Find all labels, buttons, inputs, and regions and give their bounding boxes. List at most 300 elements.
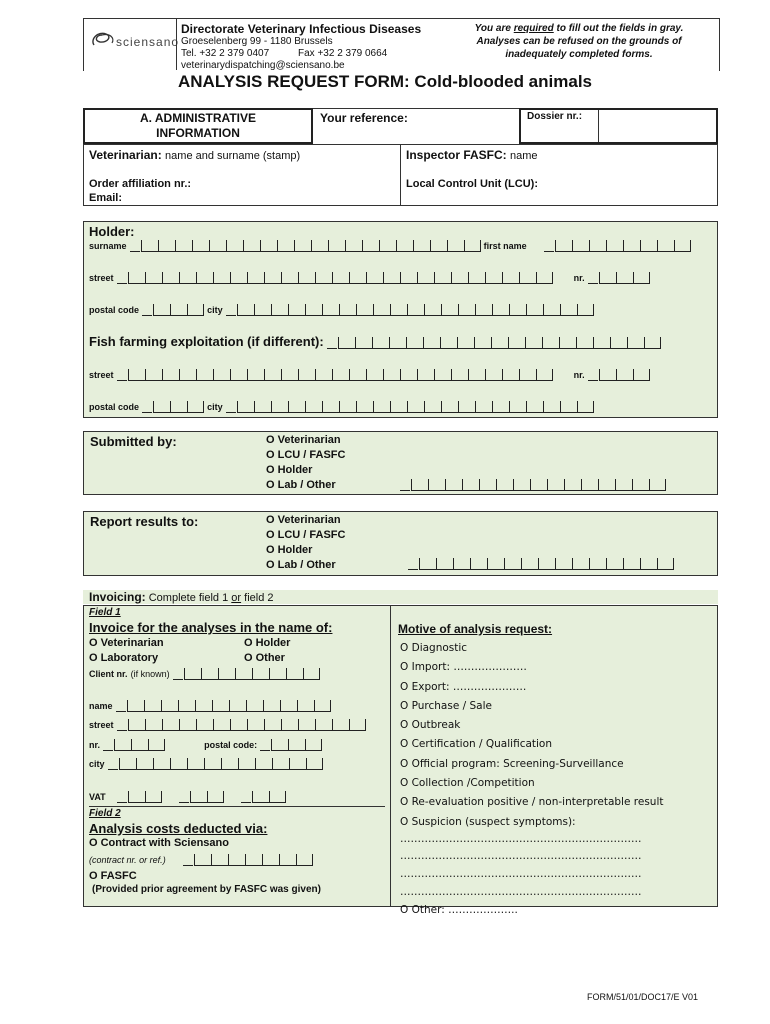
char-cell[interactable] (144, 700, 161, 712)
char-cell[interactable] (521, 558, 538, 570)
char-cell[interactable] (379, 240, 396, 252)
char-cell[interactable] (424, 401, 441, 413)
postal-code-input[interactable] (153, 302, 204, 316)
char-cell[interactable] (162, 369, 179, 381)
char-cell[interactable] (640, 558, 657, 570)
char-cell[interactable] (255, 758, 272, 770)
char-cell[interactable] (192, 240, 209, 252)
char-cell[interactable] (213, 272, 230, 284)
contract-option[interactable]: O Contract with Sciensano (89, 837, 229, 849)
char-cell[interactable] (281, 719, 298, 731)
char-cell[interactable] (536, 369, 553, 381)
char-cell[interactable] (238, 758, 255, 770)
char-cell[interactable] (315, 272, 332, 284)
char-cell[interactable] (633, 272, 650, 284)
char-cell[interactable] (153, 401, 170, 413)
char-cell[interactable] (196, 369, 213, 381)
char-cell[interactable] (247, 272, 264, 284)
char-cell[interactable] (252, 668, 269, 680)
char-cell[interactable] (297, 700, 314, 712)
postal-code2-input[interactable] (153, 399, 204, 413)
org-fax: Fax +32 2 379 0664 (298, 48, 388, 59)
char-cell[interactable] (560, 304, 577, 316)
char-cell[interactable] (345, 240, 362, 252)
char-cell[interactable] (187, 758, 204, 770)
char-cell[interactable] (526, 304, 543, 316)
motive-export[interactable]: O Export: ………………… (400, 680, 527, 693)
char-cell[interactable] (464, 240, 481, 252)
char-cell[interactable] (458, 401, 475, 413)
submitted-option-lab[interactable]: O Lab / Other (266, 479, 336, 491)
char-cell[interactable] (194, 854, 211, 866)
char-cell[interactable] (339, 304, 356, 316)
char-cell[interactable] (288, 739, 305, 751)
char-cell[interactable] (581, 479, 598, 491)
char-cell[interactable] (572, 558, 589, 570)
surname-input[interactable] (141, 238, 481, 252)
char-cell[interactable] (221, 758, 238, 770)
char-cell[interactable] (260, 240, 277, 252)
char-cell[interactable] (279, 854, 296, 866)
char-cell[interactable] (623, 558, 640, 570)
char-cell[interactable] (598, 479, 615, 491)
char-cell[interactable] (441, 304, 458, 316)
char-cell[interactable] (390, 401, 407, 413)
char-cell[interactable] (306, 758, 323, 770)
char-cell[interactable] (530, 479, 547, 491)
motive-collection[interactable]: O Collection /Competition (400, 777, 535, 790)
char-cell[interactable] (428, 479, 445, 491)
fasfc-option[interactable]: O FASFC (89, 870, 137, 882)
char-cell[interactable] (247, 719, 264, 731)
char-cell[interactable] (400, 369, 417, 381)
motive-re-evaluation[interactable]: O Re-evaluation positive / non-interpretable result (400, 796, 664, 809)
char-cell[interactable] (434, 272, 451, 284)
char-cell[interactable] (487, 558, 504, 570)
char-cell[interactable] (190, 791, 207, 803)
char-cell[interactable] (315, 719, 332, 731)
char-cell[interactable] (508, 337, 525, 349)
char-cell[interactable] (243, 240, 260, 252)
invoice-option-veterinarian[interactable]: O Veterinarian (89, 637, 164, 649)
report-option-lab[interactable]: O Lab / Other (266, 559, 336, 571)
invoice-option-holder[interactable]: O Holder (244, 637, 291, 649)
char-cell[interactable] (543, 401, 560, 413)
char-cell[interactable] (230, 719, 247, 731)
first-name-input[interactable] (555, 238, 691, 252)
char-cell[interactable] (328, 240, 345, 252)
char-cell[interactable] (674, 240, 691, 252)
char-cell[interactable] (288, 304, 305, 316)
char-cell[interactable] (212, 700, 229, 712)
char-cell[interactable] (235, 668, 252, 680)
char-cell[interactable] (362, 240, 379, 252)
char-cell[interactable] (128, 719, 145, 731)
char-cell[interactable] (383, 369, 400, 381)
char-cell[interactable] (218, 668, 235, 680)
char-cell[interactable] (128, 369, 145, 381)
char-cell[interactable] (145, 369, 162, 381)
report-option-holder[interactable]: O Holder (266, 544, 313, 556)
char-cell[interactable] (419, 558, 436, 570)
char-cell[interactable] (616, 369, 633, 381)
char-cell[interactable] (195, 700, 212, 712)
char-cell[interactable] (184, 668, 201, 680)
vat-input-3[interactable] (252, 789, 286, 803)
char-cell[interactable] (281, 272, 298, 284)
submitted-option-lcu[interactable]: O LCU / FASFC (266, 449, 346, 461)
suspicion-line-2[interactable]: …………………………………………………………… (400, 849, 642, 862)
char-cell[interactable] (131, 739, 148, 751)
fish-farming-input[interactable] (338, 335, 661, 349)
char-cell[interactable] (296, 854, 313, 866)
char-cell[interactable] (145, 719, 162, 731)
char-cell[interactable] (338, 337, 355, 349)
motive-diagnostic[interactable]: O Diagnostic (400, 642, 468, 654)
client-nr-input[interactable] (184, 666, 320, 680)
char-cell[interactable] (281, 369, 298, 381)
char-cell[interactable] (322, 304, 339, 316)
char-cell[interactable] (237, 401, 254, 413)
char-cell[interactable] (373, 401, 390, 413)
char-cell[interactable] (593, 337, 610, 349)
char-cell[interactable] (298, 719, 315, 731)
char-cell[interactable] (555, 240, 572, 252)
char-cell[interactable] (572, 240, 589, 252)
char-cell[interactable] (201, 668, 218, 680)
char-cell[interactable] (349, 369, 366, 381)
char-cell[interactable] (599, 272, 616, 284)
char-cell[interactable] (356, 401, 373, 413)
char-cell[interactable] (264, 719, 281, 731)
char-cell[interactable] (491, 337, 508, 349)
char-cell[interactable] (228, 854, 245, 866)
char-cell[interactable] (305, 739, 322, 751)
char-cell[interactable] (390, 304, 407, 316)
char-cell[interactable] (162, 272, 179, 284)
invoice-nr-input[interactable] (114, 737, 165, 751)
char-cell[interactable] (286, 668, 303, 680)
char-cell[interactable] (229, 700, 246, 712)
char-cell[interactable] (440, 337, 457, 349)
char-cell[interactable] (247, 369, 264, 381)
char-cell[interactable] (114, 739, 131, 751)
invoice-street-input[interactable] (128, 717, 366, 731)
char-cell[interactable] (519, 369, 536, 381)
char-cell[interactable] (153, 304, 170, 316)
char-cell[interactable] (389, 337, 406, 349)
char-cell[interactable] (264, 272, 281, 284)
char-cell[interactable] (349, 272, 366, 284)
invoice-city-input[interactable] (119, 756, 323, 770)
char-cell[interactable] (543, 304, 560, 316)
char-cell[interactable] (148, 739, 165, 751)
char-cell[interactable] (423, 337, 440, 349)
char-cell[interactable] (559, 337, 576, 349)
char-cell[interactable] (269, 791, 286, 803)
contract-nr-input[interactable] (194, 852, 313, 866)
char-cell[interactable] (576, 337, 593, 349)
char-cell[interactable] (564, 479, 581, 491)
char-cell[interactable] (451, 272, 468, 284)
char-cell[interactable] (294, 240, 311, 252)
char-cell[interactable] (196, 719, 213, 731)
char-cell[interactable] (632, 479, 649, 491)
char-cell[interactable] (271, 739, 288, 751)
char-cell[interactable] (610, 337, 627, 349)
char-cell[interactable] (315, 369, 332, 381)
char-cell[interactable] (509, 401, 526, 413)
street-nr-input[interactable] (599, 270, 650, 284)
char-cell[interactable] (555, 558, 572, 570)
char-cell[interactable] (441, 401, 458, 413)
char-cell[interactable] (649, 479, 666, 491)
char-cell[interactable] (271, 304, 288, 316)
char-cell[interactable] (179, 272, 196, 284)
char-cell[interactable] (128, 272, 145, 284)
char-cell[interactable] (187, 304, 204, 316)
char-cell[interactable] (145, 272, 162, 284)
char-cell[interactable] (474, 337, 491, 349)
motive-import[interactable]: O Import: ………………… (400, 661, 527, 674)
char-cell[interactable] (207, 791, 224, 803)
submitted-option-veterinarian[interactable]: O Veterinarian (266, 434, 341, 446)
char-cell[interactable] (298, 369, 315, 381)
char-cell[interactable] (434, 369, 451, 381)
char-cell[interactable] (485, 272, 502, 284)
char-cell[interactable] (644, 337, 661, 349)
char-cell[interactable] (179, 369, 196, 381)
char-cell[interactable] (468, 272, 485, 284)
char-cell[interactable] (204, 758, 221, 770)
motive-certification[interactable]: O Certification / Qualification (400, 738, 553, 751)
char-cell[interactable] (447, 240, 464, 252)
char-cell[interactable] (213, 369, 230, 381)
char-cell[interactable] (462, 479, 479, 491)
char-cell[interactable] (538, 558, 555, 570)
char-cell[interactable] (470, 558, 487, 570)
invoice-option-laboratory[interactable]: O Laboratory (89, 652, 159, 664)
char-cell[interactable] (411, 479, 428, 491)
char-cell[interactable] (158, 240, 175, 252)
char-cell[interactable] (436, 558, 453, 570)
char-cell[interactable] (230, 369, 247, 381)
motive-suspicion[interactable]: O Suspicion (suspect symptoms): (400, 815, 576, 828)
report-option-veterinarian[interactable]: O Veterinarian (266, 514, 341, 526)
invoice-name-input[interactable] (127, 698, 331, 712)
char-cell[interactable] (485, 369, 502, 381)
char-cell[interactable] (209, 240, 226, 252)
char-cell[interactable] (492, 401, 509, 413)
char-cell[interactable] (280, 700, 297, 712)
char-cell[interactable] (263, 700, 280, 712)
char-cell[interactable] (175, 240, 192, 252)
char-cell[interactable] (271, 401, 288, 413)
char-cell[interactable] (254, 304, 271, 316)
char-cell[interactable] (458, 304, 475, 316)
vat-input-2[interactable] (190, 789, 224, 803)
char-cell[interactable] (445, 479, 462, 491)
char-cell[interactable] (277, 240, 294, 252)
char-cell[interactable] (400, 272, 417, 284)
char-cell[interactable] (407, 304, 424, 316)
char-cell[interactable] (145, 791, 162, 803)
char-cell[interactable] (332, 272, 349, 284)
char-cell[interactable] (640, 240, 657, 252)
char-cell[interactable] (298, 272, 315, 284)
char-cell[interactable] (406, 337, 423, 349)
char-cell[interactable] (226, 240, 243, 252)
char-cell[interactable] (627, 337, 644, 349)
char-cell[interactable] (179, 719, 196, 731)
char-cell[interactable] (305, 401, 322, 413)
submitted-option-holder[interactable]: O Holder (266, 464, 313, 476)
report-other-input[interactable] (419, 556, 674, 570)
suspicion-line-4[interactable]: …………………………………………………………… (400, 885, 642, 898)
char-cell[interactable] (623, 240, 640, 252)
char-cell[interactable] (262, 854, 279, 866)
char-cell[interactable] (633, 369, 650, 381)
char-cell[interactable] (128, 791, 145, 803)
suspicion-line-1[interactable]: …………………………………………………………… (400, 832, 642, 845)
char-cell[interactable] (519, 272, 536, 284)
char-cell[interactable] (657, 240, 674, 252)
char-cell[interactable] (577, 304, 594, 316)
char-cell[interactable] (502, 369, 519, 381)
char-cell[interactable] (170, 304, 187, 316)
char-cell[interactable] (141, 240, 158, 252)
char-cell[interactable] (479, 479, 496, 491)
motive-outbreak[interactable]: O Outbreak (400, 719, 461, 732)
char-cell[interactable] (589, 558, 606, 570)
report-option-lcu[interactable]: O LCU / FASFC (266, 529, 346, 541)
suspicion-line-3[interactable]: …………………………………………………………… (400, 867, 642, 880)
char-cell[interactable] (396, 240, 413, 252)
char-cell[interactable] (366, 369, 383, 381)
char-cell[interactable] (413, 240, 430, 252)
char-cell[interactable] (355, 337, 372, 349)
char-cell[interactable] (373, 304, 390, 316)
char-cell[interactable] (288, 401, 305, 413)
char-cell[interactable] (577, 401, 594, 413)
char-cell[interactable] (339, 401, 356, 413)
char-cell[interactable] (366, 272, 383, 284)
char-cell[interactable] (246, 700, 263, 712)
char-cell[interactable] (119, 758, 136, 770)
char-cell[interactable] (453, 558, 470, 570)
char-cell[interactable] (536, 272, 553, 284)
char-cell[interactable] (136, 758, 153, 770)
char-cell[interactable] (383, 272, 400, 284)
char-cell[interactable] (547, 479, 564, 491)
char-cell[interactable] (187, 401, 204, 413)
char-cell[interactable] (237, 304, 254, 316)
city-input[interactable] (237, 302, 594, 316)
char-cell[interactable] (657, 558, 674, 570)
form-code: FORM/51/01/DOC17/E V01 (587, 992, 699, 1002)
invoice-postal-input[interactable] (271, 737, 322, 751)
motive-official-program[interactable]: O Official program: Screening-Surveillance (400, 757, 624, 770)
char-cell[interactable] (161, 700, 178, 712)
char-cell[interactable] (127, 700, 144, 712)
char-cell[interactable] (356, 304, 373, 316)
char-cell[interactable] (457, 337, 474, 349)
vat-input-1[interactable] (128, 789, 162, 803)
char-cell[interactable] (589, 240, 606, 252)
char-cell[interactable] (606, 558, 623, 570)
char-cell[interactable] (599, 369, 616, 381)
char-cell[interactable] (417, 272, 434, 284)
char-cell[interactable] (475, 304, 492, 316)
char-cell[interactable] (504, 558, 521, 570)
street2-input[interactable] (128, 367, 553, 381)
invoice-option-other[interactable]: O Other (244, 652, 285, 664)
char-cell[interactable] (170, 401, 187, 413)
char-cell[interactable] (502, 272, 519, 284)
char-cell[interactable] (525, 337, 542, 349)
char-cell[interactable] (213, 719, 230, 731)
char-cell[interactable] (372, 337, 389, 349)
char-cell[interactable] (606, 240, 623, 252)
char-cell[interactable] (305, 304, 322, 316)
char-cell[interactable] (417, 369, 434, 381)
char-cell[interactable] (332, 719, 349, 731)
city2-input[interactable] (237, 399, 594, 413)
char-cell[interactable] (264, 369, 281, 381)
char-cell[interactable] (322, 401, 339, 413)
char-cell[interactable] (211, 854, 228, 866)
char-cell[interactable] (170, 758, 187, 770)
char-cell[interactable] (496, 479, 513, 491)
char-cell[interactable] (475, 401, 492, 413)
char-cell[interactable] (542, 337, 559, 349)
char-cell[interactable] (153, 758, 170, 770)
char-cell[interactable] (196, 272, 213, 284)
char-cell[interactable] (424, 304, 441, 316)
char-cell[interactable] (492, 304, 509, 316)
char-cell[interactable] (314, 700, 331, 712)
char-cell[interactable] (303, 668, 320, 680)
char-cell[interactable] (349, 719, 366, 731)
char-cell[interactable] (616, 272, 633, 284)
char-cell[interactable] (560, 401, 577, 413)
motive-purchase-sale[interactable]: O Purchase / Sale (400, 699, 492, 712)
motive-other[interactable]: O Other: ……………….. (400, 903, 518, 916)
char-cell[interactable] (252, 791, 269, 803)
char-cell[interactable] (162, 719, 179, 731)
submitted-other-input[interactable] (411, 477, 666, 491)
char-cell[interactable] (332, 369, 349, 381)
char-cell[interactable] (245, 854, 262, 866)
street2-nr-input[interactable] (599, 367, 650, 381)
char-cell[interactable] (513, 479, 530, 491)
char-cell[interactable] (468, 369, 485, 381)
char-cell[interactable] (230, 272, 247, 284)
char-cell[interactable] (451, 369, 468, 381)
street-input[interactable] (128, 270, 553, 284)
char-cell[interactable] (272, 758, 289, 770)
char-cell[interactable] (430, 240, 447, 252)
char-cell[interactable] (526, 401, 543, 413)
char-cell[interactable] (407, 401, 424, 413)
char-cell[interactable] (254, 401, 271, 413)
char-cell[interactable] (311, 240, 328, 252)
char-cell[interactable] (509, 304, 526, 316)
char-cell[interactable] (269, 668, 286, 680)
char-cell[interactable] (615, 479, 632, 491)
char-cell[interactable] (178, 700, 195, 712)
char-cell[interactable] (289, 758, 306, 770)
